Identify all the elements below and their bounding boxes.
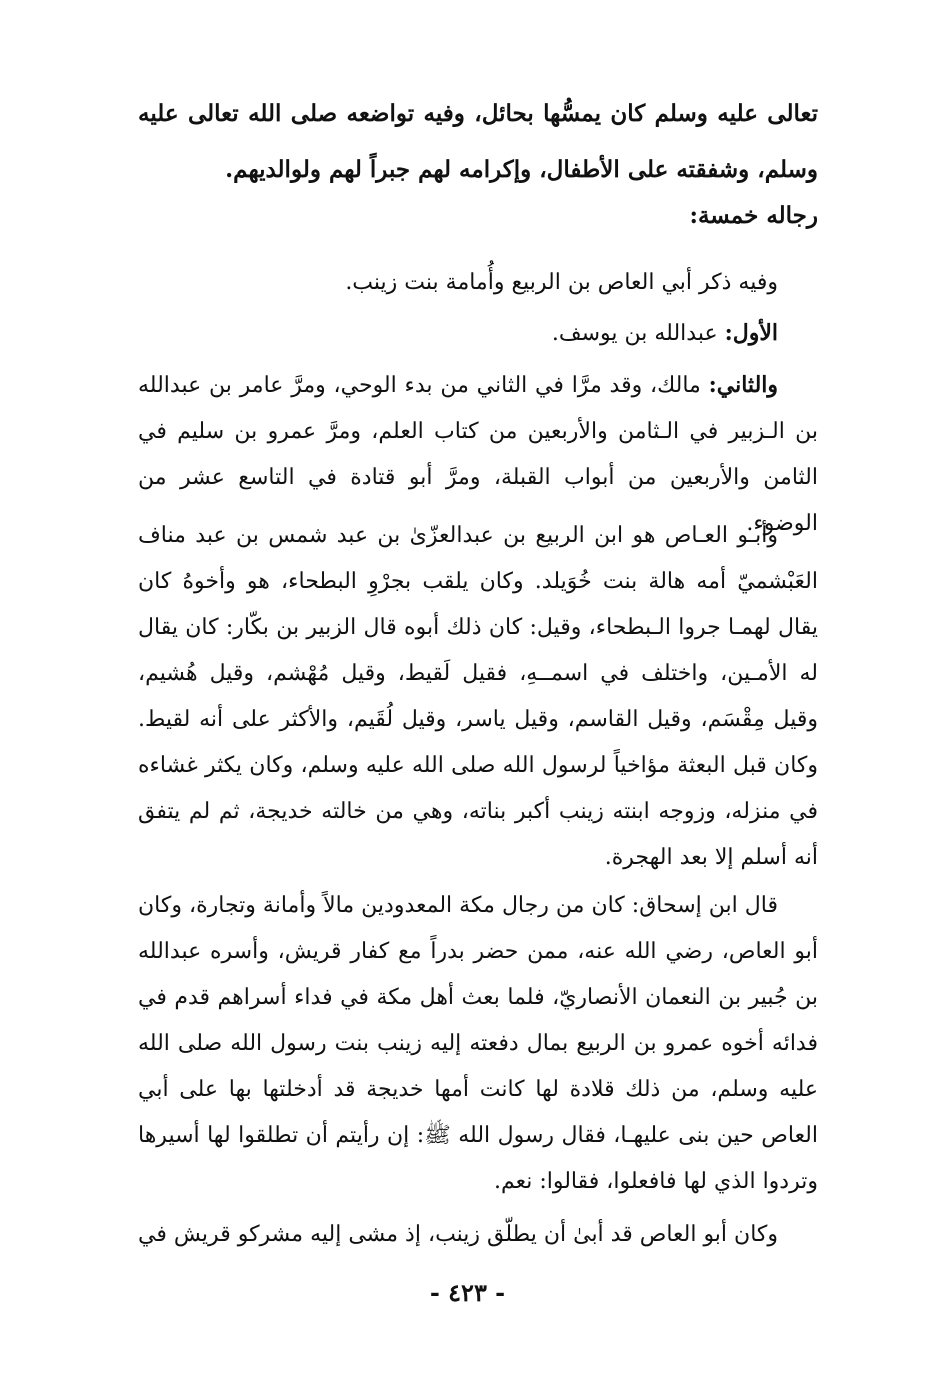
- second-narrator-label: والثاني:: [708, 372, 779, 398]
- page-number: - ٤٢٣ -: [429, 1278, 506, 1307]
- first-narrator-paragraph: [138, 313, 818, 354]
- first-narrator-text: عبدالله بن يوسف.: [551, 321, 718, 346]
- narrators-heading: رجاله خمسة:: [689, 202, 818, 229]
- second-narrator-text: مالك، وقد مرَّا في الثاني من بدء الوحي، ومرَّ عامر بن عبدالله بن الـزبير في الـثامن والأربعين من كتاب العلم، ومرَّ عمرو بن سليم في الثامن والأربعين من أبواب القبلة، ومرَّ أبو قتادة في التاسع عشر من الوضوء.: [138, 373, 818, 536]
- final-paragraph: وكان أبو العاص قد أبىٰ أن يطلّق زينب، إذ مشى إليه مشركو قريش في: [138, 1222, 778, 1247]
- abu-al-as-paragraph: وأبـو العـاص هو ابن الربيع بن عبدالعزّىٰ بن عبد شمس بن عبد مناف العَبْشميّ أمه هالة بنت خُوَيلد. وكان يلقب بجرْوِ البطحاء، هو وأخوهُ كان يقال لهمـا جروا الـبطحاء، وقيل: كان ذلك أبوه قال الزبير بن بكّار: كان يقال له الأمـين، واختلف في اسمــهِ، فقيل لَقيط، وقيل مُهْشم، وقيل هُشيم، وقيل مِقْسَم، وقيل القاسم، وقيل ياسر، وقيل لُقَيم، والأكثر على أنه لقيط. وكان قبل البعثة مؤاخياً لرسول الله صلى الله عليه وسلم، وكان يكثر غشاءه في منزله، وزوجه ابنته زينب أكبر بناته، وهي من خالته خديجة، ثم لم يتفق أنه أسلم إلا بعد الهجرة.: [138, 523, 818, 870]
- intro-paragraph: تعالى عليه وسلم كان يمسُّها بحائل، وفيه تواضعه صلى الله تعالى عليه وسلم، وشفقته على الأطفال، وإكرامه لهم جبراً لهم ولوالديهم.: [138, 100, 818, 183]
- ibn-ishaq-paragraph: قال ابن إسحاق: كان من رجال مكة المعدودين مالاً وأمانة وتجارة، وكان أبو العاص، رضي الله عنه، ممن حضر بدراً مع كفار قريش، وأسره عبدالله بن جُبير بن النعمان الأنصاريّ، فلما بعث أهل مكة في فداء أسراهم قدم في فدائه أخوه عمرو بن الربيع بمال دفعته إليه زينب بنت رسول الله صلى الله عليه وسلم، من ذلك قلادة لها كانت أمها خديجة قد أدخلتها بها على أبي العاص حين بنى عليهـا، فقال رسول الله ﷺ: إن رأيتم أن تطلقوا لها أسيرها وتردوا الذي لها فافعلوا، فقالوا: نعم.: [138, 893, 818, 1194]
- first-narrator-label: الأول:: [724, 320, 778, 346]
- mention-paragraph: وفيه ذكر أبي العاص بن الربيع وأُمامة بنت زينب.: [345, 270, 778, 295]
